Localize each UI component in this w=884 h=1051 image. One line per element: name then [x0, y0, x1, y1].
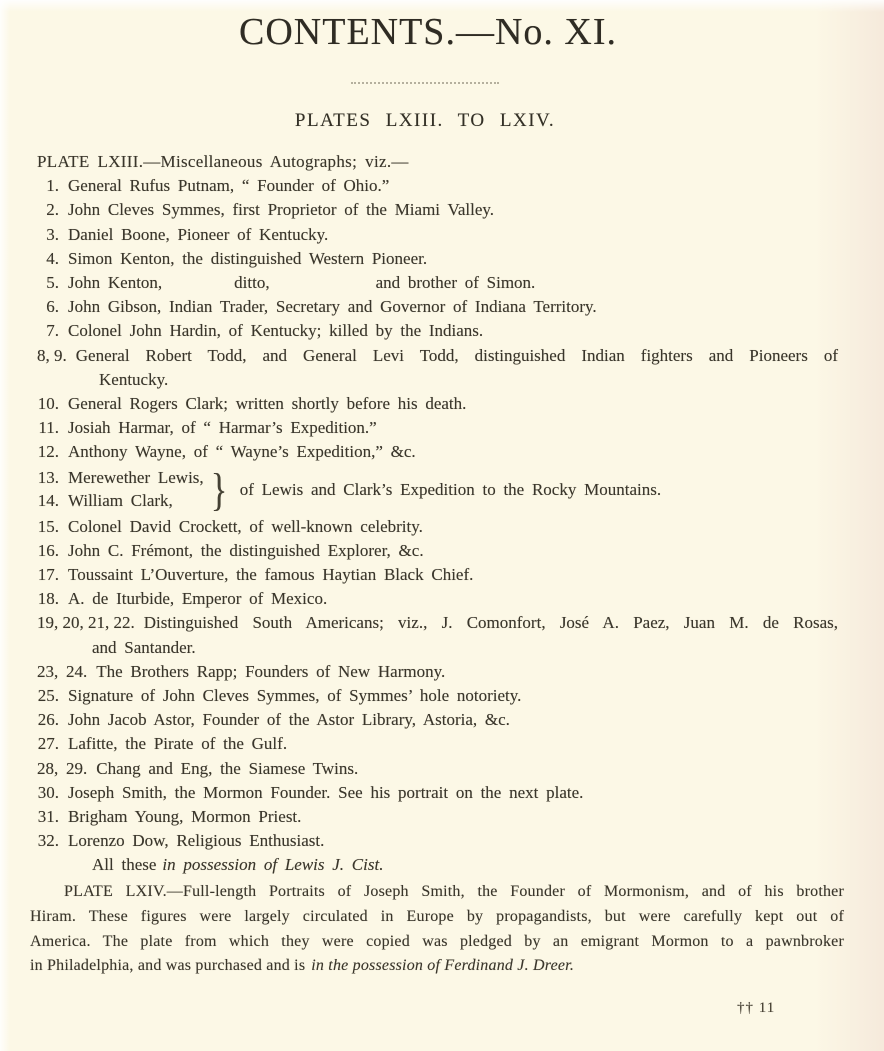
list-item: [37, 319, 838, 343]
item-text: Distinguished South Americans; viz., J. Comonfort, José A. Paez, Juan M. de Rosas,: [143, 613, 838, 633]
item-text: Lorenzo Dow, Religious Enthusiast.: [68, 831, 325, 851]
item-number: 30.: [37, 782, 59, 802]
brace-left-column: [37, 467, 204, 512]
list-item: [37, 829, 838, 853]
curly-brace: }: [210, 463, 228, 515]
list-item: [37, 440, 838, 464]
item-number: 3.: [46, 224, 59, 244]
item-number: 6.: [46, 297, 59, 317]
paragraph-roman: in Philadelphia, and was purchased and is: [30, 957, 306, 975]
item-text: Josiah Harmar, of “ Harmar’s Expedition.”: [68, 418, 377, 438]
item-text: Signature of John Cleves Symmes, of Symmes’ hole notoriety.: [68, 686, 522, 706]
plate-lxiii-heading: PLATE LXIII.—Miscellaneous Autographs; viz.—: [37, 152, 409, 171]
paragraph-line: [30, 954, 844, 979]
item-text: General Rogers Clark; written shortly before his death.: [68, 394, 467, 414]
list-item: [37, 198, 838, 222]
item-number: 8, 9.: [37, 345, 67, 365]
list-item: [37, 805, 838, 829]
item-text: John C. Frémont, the distinguished Explorer, &c.: [68, 540, 424, 560]
item-number: 15.: [37, 516, 59, 536]
item-text: Daniel Boone, Pioneer of Kentucky.: [68, 224, 329, 244]
list-item: [37, 515, 838, 539]
item-number: 19, 20, 21, 22.: [37, 613, 135, 633]
brace-shared-text: of Lewis and Clark’s Expedition to the Rocky Mountains.: [239, 479, 662, 499]
item-number: 27.: [37, 734, 59, 754]
item-text: and brother of Simon.: [375, 273, 536, 293]
paragraph-line: Hiram. These figures were largely circulated in Europe by propagandists, but were carefully kept out of: [30, 907, 844, 925]
ditto-text: ditto,: [234, 273, 270, 293]
list-item: [37, 223, 838, 247]
list-item: [37, 587, 838, 611]
item-text: General Rufus Putnam, “ Founder of Ohio.”: [68, 176, 390, 196]
list-item: [37, 563, 838, 587]
item-text: Toussaint L’Ouverture, the famous Haytian Black Chief.: [68, 565, 474, 585]
list-item: [37, 611, 838, 635]
possession-italic: in possession of Lewis J. Cist.: [162, 855, 384, 875]
item-text: The Brothers Rapp; Founders of New Harmony.: [96, 661, 446, 681]
item-number: 12.: [37, 442, 59, 462]
list-item: [37, 539, 838, 563]
item-number: 10.: [37, 394, 59, 414]
item-number: 26.: [37, 710, 59, 730]
item-number: 11.: [38, 418, 59, 438]
paragraph-line: America. The plate from which they were copied was pledged by an emigrant Mormon to a pawnbroker: [30, 932, 844, 950]
list-item-continuation: and Santander.: [92, 637, 196, 657]
possession-roman: All these: [92, 855, 157, 875]
list-item: [37, 757, 838, 781]
item-text: A. de Iturbide, Emperor of Mexico.: [68, 589, 328, 609]
item-text: Lafitte, the Pirate of the Gulf.: [68, 734, 288, 754]
list-item-brace-group: [37, 463, 838, 515]
list-item: [37, 660, 838, 684]
item-text: Chang and Eng, the Siamese Twins.: [96, 758, 359, 778]
item-number: 25.: [37, 686, 59, 706]
item-number: 4.: [46, 248, 59, 268]
plate-lxiv-paragraph: [30, 880, 844, 979]
list-item: [37, 732, 838, 756]
list-item: [37, 344, 838, 368]
list-item: [37, 708, 838, 732]
section-heading: PLATES LXIII. TO LXIV.: [294, 110, 556, 131]
item-number: 16.: [37, 540, 59, 560]
horizontal-rule: [351, 82, 499, 84]
item-text: Colonel John Hardin, of Kentucky; killed by the Indians.: [68, 321, 484, 341]
item-number: 7.: [46, 321, 59, 341]
list-item: [37, 295, 838, 319]
signature-mark: †† 11: [737, 1000, 776, 1016]
item-number: 14.: [37, 490, 59, 510]
item-text: John Kenton,: [68, 273, 163, 293]
plate-lxiii-list: [37, 150, 838, 878]
list-item-ditto: [37, 271, 838, 295]
item-number: 17.: [37, 565, 59, 585]
item-number: 13.: [37, 468, 59, 488]
list-item: [37, 247, 838, 271]
item-text: Simon Kenton, the distinguished Western Pioneer.: [68, 248, 428, 268]
page-title: CONTENTS.—No. XI.: [239, 11, 617, 53]
list-item: [37, 392, 838, 416]
list-item: [37, 467, 204, 490]
item-number: 28, 29.: [37, 758, 88, 778]
paragraph-line: PLATE LXIV.—Full-length Portraits of Joseph Smith, the Founder of Mormonism, and of his brother: [64, 883, 844, 900]
item-number: 32.: [37, 831, 59, 851]
item-number: 5.: [46, 273, 59, 293]
list-item: [37, 416, 838, 440]
item-text: John Jacob Astor, Founder of the Astor Library, Astoria, &c.: [68, 710, 510, 730]
item-text: General Robert Todd, and General Levi Todd, distinguished Indian fighters and Pioneers of: [75, 345, 838, 365]
item-number: 18.: [37, 589, 59, 609]
list-item: [37, 174, 838, 198]
paragraph-italic: in the possession of Ferdinand J. Dreer.: [311, 957, 575, 975]
item-text: John Gibson, Indian Trader, Secretary and Governor of Indiana Territory.: [68, 297, 597, 317]
item-text: Anthony Wayne, of “ Wayne’s Expedition,” &c.: [68, 442, 416, 462]
item-text: Colonel David Crockett, of well-known celebrity.: [68, 516, 423, 536]
list-item: [37, 490, 204, 513]
item-number: 23, 24.: [37, 661, 88, 681]
list-item-continuation: Kentucky.: [99, 369, 169, 389]
item-text: William Clark,: [68, 490, 173, 510]
list-item: [37, 781, 838, 805]
item-text: Brigham Young, Mormon Priest.: [68, 807, 302, 827]
item-text: Merewether Lewis,: [68, 468, 204, 488]
possession-note: [37, 853, 838, 877]
item-number: 1.: [46, 176, 59, 196]
item-text: Joseph Smith, the Mormon Founder. See his portrait on the next plate.: [68, 782, 584, 802]
item-number: 2.: [46, 200, 59, 220]
item-number: 31.: [37, 807, 59, 827]
item-text: John Cleves Symmes, first Proprietor of the Miami Valley.: [68, 200, 495, 220]
list-item: [37, 684, 838, 708]
